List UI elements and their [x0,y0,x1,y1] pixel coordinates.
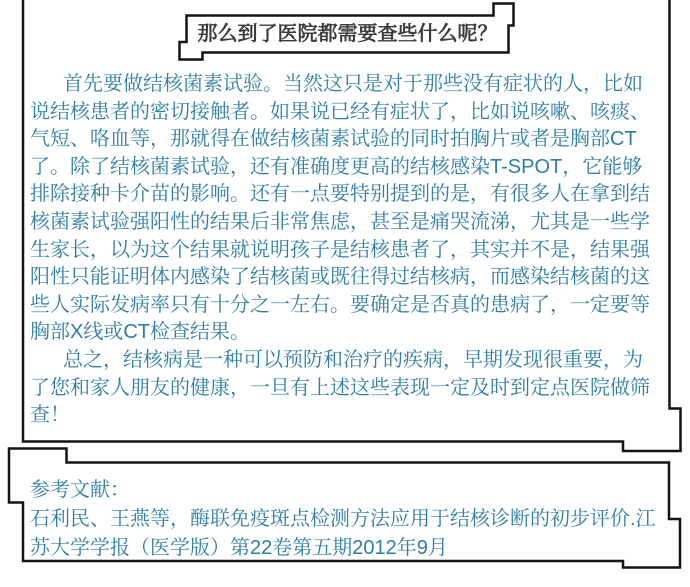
article-line: 首先要做结核菌素试验。当然这只是对于那些没有症状的人，比如 [63,73,643,95]
reference-heading: 参考文献： [30,479,130,501]
article-body [30,71,670,430]
reference-line: 苏大学学报（医学版）第22卷第五期2012年9月 [30,537,448,559]
section-title: 那么到了医院都需要查些什么呢？ [197,23,498,45]
article-line: 生家长，以为这个结果就说明孩子是结核患者了，其实并不是，结果强 [30,238,650,261]
reference-section [30,476,670,563]
article-line: 总之，结核病是一种可以预防和治疗的疾病，早期发现很重要，为 [63,348,643,371]
article-line: 核菌素试验强阳性的结果后非常焦虑，甚至是痛哭流涕，尤其是一些学 [30,210,650,233]
article-line: 阳性只能证明体内感染了结核菌或既往得过结核病，而感染结核菌的这 [30,266,650,289]
article-line: 排除接种卡介苗的影响。还有一点要特别提到的是，有很多人在拿到结 [30,183,650,206]
article-line: 了您和家人朋友的健康，一旦有上述这些表现一定及时到定点医院做筛 [30,376,650,399]
article-line: 气短、咯血等，那就得在做结核菌素试验的同时拍胸片或者是胸部CT [30,128,637,151]
reference-line: 石利民、王燕等，酶联免疫斑点检测方法应用于结核诊断的初步评价.江 [30,508,656,530]
article-line: 说结核患者的密切接触者。如果说已经有症状了，比如说咳嗽、咳痰、 [30,100,650,123]
article-line: 些人实际发病率只有十分之一左右。要确定是否真的患病了，一定要等 [30,293,650,316]
article-line: 胸部X线或CT检查结果。 [30,321,250,344]
article-line: 查！ [30,404,70,427]
article-line: 了。除了结核菌素试验，还有准确度更高的结核感染T-SPOT，它能够 [30,155,643,178]
